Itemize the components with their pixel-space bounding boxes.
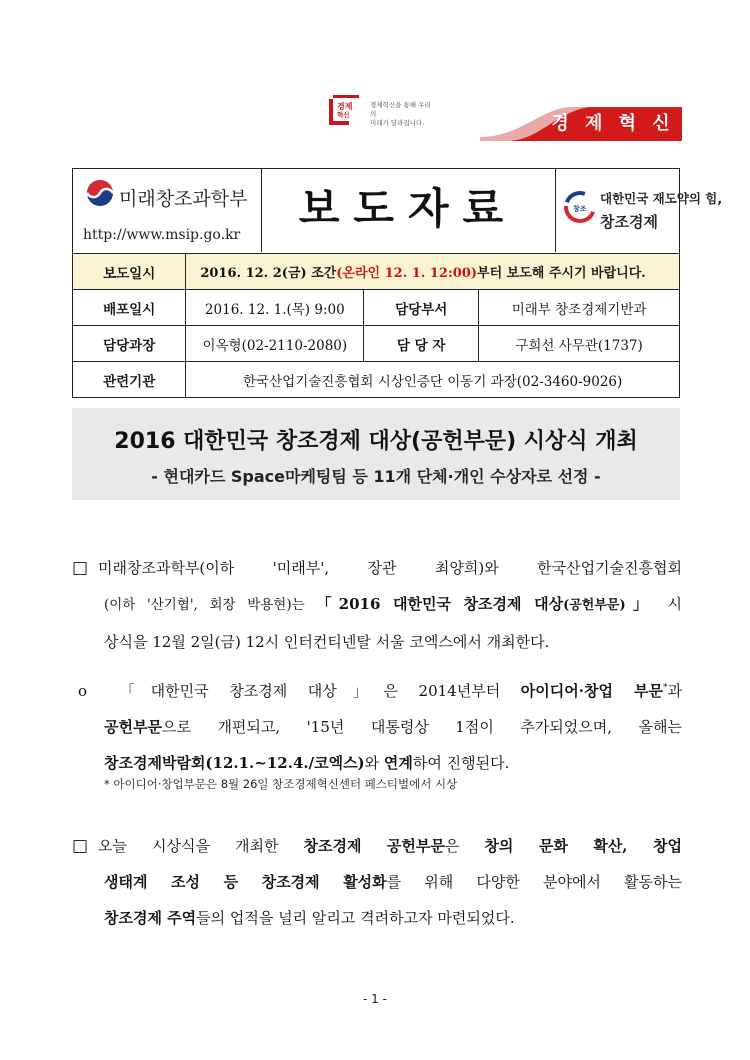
economic-innovation-brand [326,93,436,129]
headline-title: 2016 대한민국 창조경제 대상(공헌부문) 시상식 개최 [114,429,638,454]
slogan-cell [555,169,723,252]
contact-label: 담 당 자 [364,326,479,362]
related-row [73,362,680,398]
government-emblem-icon [85,177,115,211]
creative-economy-logo-icon [563,189,597,229]
checkbox-bullet-icon: □ [72,558,89,578]
press-title: 보도자료 [298,184,518,233]
department-label: 담당부서 [364,290,479,326]
paragraph-1: □ 미래창조과학부(이하 '미래부', 장관 최양희)와 한국산업기술진흥협회 (이하 '산기협', 회장 박용현)는 「2016 대한민국 창조경제 대상(공헌부문)」 시 상식을 12월 2일(금) 12시 인터컨티넨탈 서울 코엑스에서 개최한다. [72,550,682,660]
manager-label: 담당과장 [73,326,186,362]
related-value: 한국산업기술진흥협회 시상인증단 이동기 과장(02-3460-9026) [186,362,680,398]
press-title-cell [261,169,556,252]
distribution-value: 2016. 12. 1.(목) 9:00 [186,290,364,326]
department-value: 미래부 창조경제기반과 [479,290,680,326]
related-label: 관련기관 [73,362,186,398]
release-row [73,254,680,290]
paragraph-3: □ 오늘 시상식을 개최한 창조경제 공헌부문은 창의 문화 확산, 창업 생태계 조성 등 창조경제 활성화를 위해 다양한 분야에서 활동하는 창조경제 주역들의 업적을 널리 알리고 격려하고자 마련되었다. [72,828,682,936]
release-info-table [72,253,680,398]
slogan-line1: 대한민국 재도약의 힘, [600,191,723,206]
svg-text:혁신: 혁신 [337,111,350,119]
svg-text:경제: 경제 [337,102,353,111]
distribution-row [73,290,680,326]
headline-box [72,408,680,500]
distribution-label: 배포일시 [73,290,186,326]
press-release-header [72,168,723,254]
release-value: 2016. 12. 2(금) 조간(온라인 12. 1. 12:00)부터 보도해 주시기 바랍니다. [186,254,680,290]
ministry-url[interactable]: http://www.msip.go.kr [83,227,241,243]
brand-tagline: 경제혁신을 통해 우리의 미래가 달라집니다. [370,101,431,127]
ministry-name: 미래창조과학부 [119,188,248,210]
round-bullet-icon: o [78,682,88,700]
paragraph-2: o 「대한민국 창조경제 대상」은 2014년부터 아이디어·창업 부문*과 공헌부문으로 개편되고, '15년 대통령상 1점이 추가되었으며, 올해는 창조경제박람회(12.1.~12.4./코엑스)와 연계하여 진행된다. [78,670,682,781]
svg-text:창조: 창조 [573,205,587,213]
ministry-cell [73,169,262,252]
checkbox-bullet-icon: □ [72,836,89,856]
page-number: - 1 - [363,992,387,1006]
headline-subtitle: - 현대카드 Space마케팅팀 등 11개 단체·개인 수상자로 선정 - [151,467,601,486]
economic-innovation-logo-icon [326,93,366,129]
manager-row [73,326,680,362]
footnote: * 아이디어·창업부문은 8월 26일 창조경제혁신센터 페스티벌에서 시상 [104,777,458,791]
slogan-line2: 창조경제 [600,213,658,231]
ribbon-label: 경 제 혁 신 [551,113,675,134]
manager-value: 이옥형(02-2110-2080) [186,326,364,362]
release-label: 보도일시 [73,254,186,290]
contact-value: 구희선 사무관(1737) [479,326,680,362]
